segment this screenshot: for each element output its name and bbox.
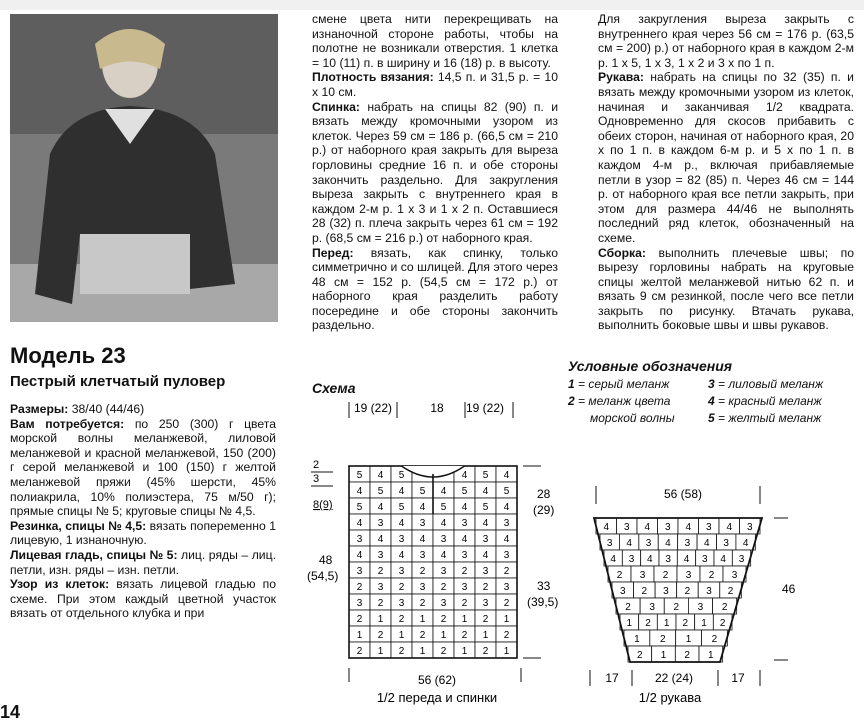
top-strip xyxy=(0,0,864,10)
right-dim1-1: 28 xyxy=(537,487,551,501)
grid-cell-label: 1 xyxy=(398,630,405,641)
sleeve-cell-label: 2 xyxy=(659,634,666,645)
grid-cell-label: 4 xyxy=(440,518,447,529)
grid-cell-label: 3 xyxy=(440,534,447,545)
model-title: Модель 23 xyxy=(10,343,126,368)
sleeve-cell-label: 4 xyxy=(647,554,653,565)
sleeve-cell-label: 1 xyxy=(660,650,667,661)
grid-cell-label: 2 xyxy=(440,646,447,657)
grid-cell-label: 2 xyxy=(398,646,405,657)
grid-cell-label: 4 xyxy=(356,550,363,561)
sleeve-cell-label: 3 xyxy=(706,586,712,597)
text-column-2 xyxy=(312,12,558,333)
grid-cell-label: 5 xyxy=(461,486,468,497)
top-dim-left: 19 (22) xyxy=(353,401,393,415)
sleeve-cell-label: 3 xyxy=(664,522,671,533)
grid-cell-label: 2 xyxy=(482,582,489,593)
paragraph: Рукава: набрать на спицы по 32 (35) п. и вязать между кромочными узором из клеток, начиная и заканчивая 1/2 квадрата. Одновременно для скосов прибавить с обеих сторон, начиная от наборного края, 20 х по 1 п. в каждом 6-м р. и 5 х по 1 п. в каждом 4-м р., включая прибавляемые петли в узор = 82 (85) п. Через 46 см = 144 р. от наборного края все петли закрыть, при этом для размера 44/46 не выполнять последний ряд клеток, обозначенный на схеме. xyxy=(598,70,854,245)
grid-cell-label: 3 xyxy=(482,598,489,609)
grid-cell-label: 3 xyxy=(503,582,510,593)
page-number: 14 xyxy=(0,702,21,722)
grid-cell-label: 4 xyxy=(356,486,363,497)
sleeve-bottom-dim-1: 17 xyxy=(605,671,619,685)
grid-cell-label: 4 xyxy=(482,518,489,529)
sleeve-cell-label: 3 xyxy=(731,570,738,581)
left-mark-3: 8(9) xyxy=(313,499,333,511)
grid-cell-label: 2 xyxy=(440,614,447,625)
right-dim2-1: 33 xyxy=(537,579,551,593)
paragraph: смене цвета нити перекрещивать на изнаночной стороне работы, чтобы на полотне не возникали отверстия. 1 клетка = 10 (11) п. в ширину и 16 (18) р. в высоту. xyxy=(312,12,558,70)
grid-cell-label: 5 xyxy=(482,470,489,481)
grid-cell-label: 2 xyxy=(482,646,489,657)
sleeve-cell-label: 3 xyxy=(685,570,692,581)
sleeve-cell-label: 3 xyxy=(663,586,669,597)
grid-cell-label: 5 xyxy=(503,486,510,497)
sleeve-cell-label: 1 xyxy=(708,650,714,661)
sleeve-cell-label: 3 xyxy=(606,538,613,549)
grid-cell-label: 4 xyxy=(419,534,426,545)
grid-cell-label: 3 xyxy=(482,534,489,545)
sleeve-cell-label: 2 xyxy=(711,634,718,645)
left-dim-2: (54,5) xyxy=(307,569,339,583)
grid-cell-label: 3 xyxy=(377,582,384,593)
grid-cell-label: 2 xyxy=(377,566,384,577)
sleeve-cell-label: 3 xyxy=(697,602,704,613)
sleeve-cell-label: 4 xyxy=(726,522,733,533)
text-column-3 xyxy=(598,12,854,333)
left-dim-1: 48 xyxy=(319,553,333,567)
paragraph: Спинка: набрать на спицы 82 (90) п. и вязать между кромочными узором из клеток. Через 59 см = 186 р. (66,5 см = 210 р.) от наборного края закрыть для выреза горловины средние 16 п. и обе стороны закончить раздельно. Для закругления выреза закрыть с внутреннего края в каждом 2-м р. 1 х 3 и 1 х 2 п. Оставшиеся 28 (32) п. плеча закрыть через 61 см = 192 р. (68,5 см = 216 р.) от наборного края. xyxy=(312,99,558,245)
sleeve-cell-label: 2 xyxy=(684,586,691,597)
top-dim-mid: 18 xyxy=(430,401,444,415)
paragraph: Плотность вязания: 14,5 п. и 31,5 р. = 10 х 10 см. xyxy=(312,70,558,99)
grid-cell-label: 4 xyxy=(461,502,468,513)
sleeve-cell-label: 3 xyxy=(738,554,745,565)
sleeve-top-dim: 56 (58) xyxy=(663,487,703,501)
grid-cell-label: 3 xyxy=(356,598,363,609)
paragraph: Лицевая гладь, спицы № 5: лиц. ряды – лиц. петли, изн. ряды – изн. петли. xyxy=(10,547,276,577)
grid-cell-label: 1 xyxy=(377,614,384,625)
grid-cell-label: 1 xyxy=(356,630,363,641)
grid-cell-label: 2 xyxy=(461,598,468,609)
grid-cell-label: 3 xyxy=(419,518,426,529)
grid-cell-label: 3 xyxy=(419,582,426,593)
grid-cell-label: 4 xyxy=(419,502,426,513)
grid-cell-label: 2 xyxy=(377,630,384,641)
sleeve-cell-label: 3 xyxy=(639,570,646,581)
legend-item-3: 3 = лиловый меланж xyxy=(708,377,824,391)
grid-cell-label: 3 xyxy=(356,534,363,545)
sleeve-cell-label: 2 xyxy=(708,570,715,581)
grid-cell-label: 5 xyxy=(398,470,405,481)
grid-cell-label: 3 xyxy=(503,518,510,529)
grid-cell-label: 4 xyxy=(503,502,510,513)
sleeve-cell-label: 4 xyxy=(603,522,610,533)
sleeve-cell-label: 1 xyxy=(701,618,707,629)
grid-cell-label: 1 xyxy=(482,630,489,641)
grid-cell-label: 3 xyxy=(398,598,405,609)
sleeve-cell-label: 2 xyxy=(684,650,690,661)
sleeve-cell-label: 1 xyxy=(626,618,633,629)
grid-cell-label: 4 xyxy=(377,470,384,481)
sleeve-cell-label: 1 xyxy=(634,634,640,645)
grid-cell-label: 2 xyxy=(482,614,489,625)
text-column-1 xyxy=(10,402,276,621)
grid-cell-label: 4 xyxy=(377,534,384,545)
paragraph: Перед: вязать, как спинку, только симметрично и со шлицей. Для этого через 48 см = 152 р. (54,5 см = 172 р.) от наборного края разделить работу посередине и обе стороны закончить раздельно. xyxy=(312,245,558,333)
sleeve-cell-label: 2 xyxy=(727,586,734,597)
grid-cell-label: 2 xyxy=(419,598,426,609)
sleeve-cell-label: 2 xyxy=(645,618,651,629)
grid-cell-label: 5 xyxy=(440,502,447,513)
grid-cell-label: 4 xyxy=(440,550,447,561)
left-mark-1: 2 xyxy=(313,459,320,471)
sleeve-cell-label: 2 xyxy=(616,570,623,581)
bottom-dim: 56 (62) xyxy=(417,673,457,687)
grid-cell-label: 4 xyxy=(503,470,510,481)
sleeve-caption: 1/2 рукава xyxy=(638,690,702,705)
schema-title: Схема xyxy=(312,380,356,396)
sleeve-cell-label: 4 xyxy=(720,554,726,565)
sleeve-cell-label: 2 xyxy=(641,586,648,597)
grid-cell-label: 4 xyxy=(356,518,363,529)
grid-cell-label: 3 xyxy=(398,534,405,545)
grid-cell-label: 2 xyxy=(461,566,468,577)
grid-cell-label: 4 xyxy=(377,502,384,513)
grid-cell-label: 2 xyxy=(503,566,510,577)
grid-cell-label: 4 xyxy=(440,486,447,497)
sleeve-cell-label: 3 xyxy=(723,538,729,549)
legend-title: Условные обозначения xyxy=(568,358,733,374)
grid-cell-label: 3 xyxy=(377,550,384,561)
grid-cell-label: 4 xyxy=(461,470,468,481)
front-back-grid xyxy=(349,466,517,658)
sleeve-cell-label: 3 xyxy=(628,554,635,565)
legend-item-2: 2 = меланж цвета xyxy=(568,394,671,408)
right-dim1-2: (29) xyxy=(533,503,555,517)
sleeve-cell-label: 3 xyxy=(645,538,652,549)
grid-cell-label: 3 xyxy=(503,550,510,561)
grid-cell-label: 3 xyxy=(440,566,447,577)
legend-item-1: 1 = серый меланж xyxy=(568,377,670,391)
grid-cell-label: 5 xyxy=(398,502,405,513)
grid-cell-label: 4 xyxy=(398,486,405,497)
sleeve-cell-label: 3 xyxy=(665,554,671,565)
sleeve-cell-label: 4 xyxy=(610,554,616,565)
grid-cell-label: 3 xyxy=(461,550,468,561)
grid-cell-label: 4 xyxy=(482,550,489,561)
paragraph: Узор из клеток: вязать лицевой гладью по схеме. При этом каждый цветной участок вязать от отдельного клубка и при xyxy=(10,577,276,621)
sleeve-cell-label: 1 xyxy=(685,634,692,645)
grid-cell-label: 3 xyxy=(440,598,447,609)
sleeve-cell-label: 4 xyxy=(704,538,710,549)
top-dim-right: 19 (22) xyxy=(465,401,505,415)
grid-cell-label: 4 xyxy=(398,550,405,561)
grid-cell-label: 1 xyxy=(377,646,384,657)
sleeve-cell-label: 4 xyxy=(665,538,671,549)
paragraph: Резинка, спицы № 4,5: вязать попеременно 1 лицевую, 1 изнаночную. xyxy=(10,518,276,548)
grid-cell-label: 3 xyxy=(482,566,489,577)
sleeve-cell-label: 4 xyxy=(644,522,651,533)
grid-cell-label: 2 xyxy=(356,646,363,657)
sleeve-cell-label: 4 xyxy=(626,538,632,549)
sleeve-chart xyxy=(578,480,858,710)
grid-cell-label: 1 xyxy=(440,630,447,641)
grid-cell-label: 2 xyxy=(503,630,510,641)
grid-cell-label: 2 xyxy=(419,630,426,641)
grid-cell-label: 3 xyxy=(398,566,405,577)
grid-cell-label: 4 xyxy=(503,534,510,545)
grid-cell-label: 2 xyxy=(419,566,426,577)
sleeve-cell-label: 2 xyxy=(625,602,631,613)
sleeve-cell-label: 4 xyxy=(685,522,692,533)
sleeve-cell-label: 4 xyxy=(683,554,690,565)
grid-cell-label: 5 xyxy=(419,486,426,497)
sleeve-cell-label: 3 xyxy=(746,522,753,533)
grid-cell-label: 3 xyxy=(461,518,468,529)
sleeve-cell-label: 3 xyxy=(649,602,655,613)
grid-cell-label: 5 xyxy=(377,486,384,497)
legend-item-4: 4 = красный меланж xyxy=(708,394,822,408)
sleeve-cell-label: 2 xyxy=(673,602,680,613)
grid-cell-label: 2 xyxy=(440,582,447,593)
grid-cell-label: 5 xyxy=(482,502,489,513)
grid-cell-label: 1 xyxy=(419,614,426,625)
schema-caption: 1/2 переда и спинки xyxy=(376,690,498,705)
grid-cell-label: 2 xyxy=(398,614,405,625)
grid-cell-label: 2 xyxy=(461,630,468,641)
sleeve-bottom-dim-3: 17 xyxy=(731,671,745,685)
sleeve-bottom-dim-2: 22 (24) xyxy=(654,671,694,685)
sleeve-right-dim: 46 xyxy=(782,582,796,596)
grid-cell-label: 3 xyxy=(419,550,426,561)
right-dim2-2: (39,5) xyxy=(527,595,559,609)
grid-cell-label: 1 xyxy=(461,646,468,657)
paragraph: Для закругления выреза закрыть с внутреннего края через 56 см = 176 р. (63,5 см = 200) р.) от наборного края в каждом 2-м р. 1 х 5, 1 х 3, 1 х 2 и 3 х по 1 п. xyxy=(598,12,854,70)
grid-cell-label: 1 xyxy=(419,646,426,657)
grid-cell-label: 3 xyxy=(461,582,468,593)
grid-cell-label: 2 xyxy=(503,598,510,609)
grid-cell-label: 1 xyxy=(503,646,510,657)
grid-cell-label: 2 xyxy=(356,614,363,625)
grid-cell-label: 5 xyxy=(356,470,363,481)
grid-cell-label: 4 xyxy=(461,534,468,545)
sleeve-cell-label: 3 xyxy=(623,522,630,533)
paragraph: Вам потребуется: по 250 (300) г цвета морской волны меланжевой, лиловой меланжевой и красной меланжевой, 150 (200) г серой меланжевой и 100 (150) г желтой меланжевой пряжи (45% шерсти, 45% полиакрила, 10% полиэстера, 75 м/50 г); прямые спицы № 5; круговые спицы № 4,5. xyxy=(10,416,276,519)
sleeve-cell-label: 2 xyxy=(719,618,726,629)
grid-cell-label: 1 xyxy=(503,614,510,625)
sleeve-cell-label: 2 xyxy=(637,650,643,661)
paragraph: Размеры: 38/40 (44/46) xyxy=(10,402,145,416)
grid-cell-label: 2 xyxy=(398,582,405,593)
grid-cell-label: 1 xyxy=(461,614,468,625)
sleeve-cell-label: 2 xyxy=(662,570,669,581)
sleeve-cell-label: 3 xyxy=(684,538,691,549)
grid-cell-label: 2 xyxy=(377,598,384,609)
sleeve-cell-label: 1 xyxy=(663,618,670,629)
grid-cell-label: 5 xyxy=(356,502,363,513)
sleeve-cell-label: 4 xyxy=(742,538,749,549)
model-subtitle: Пестрый клетчатый пуловер xyxy=(10,373,226,390)
front-back-chart xyxy=(305,400,575,710)
model-photo xyxy=(10,14,278,322)
sleeve-cell-label: 3 xyxy=(702,554,708,565)
grid-cell-label: 3 xyxy=(377,518,384,529)
paragraph: Сборка: выполнить плечевые швы; по вырезу горловины набрать на круговые спицы желтой меланжевой нитью 62 п. и вязать 9 см резинкой, после чего все петли закрыть по рисунку. Втачать рукава, выполнить боковые швы и швы рукавов. xyxy=(598,245,854,333)
photo-illustration xyxy=(10,14,278,322)
sleeve-cell-label: 3 xyxy=(619,586,626,597)
sleeve-grid xyxy=(594,518,762,662)
grid-cell-label: 4 xyxy=(482,486,489,497)
sleeve-cell-label: 2 xyxy=(682,618,689,629)
grid-cell-label: 2 xyxy=(356,582,363,593)
sleeve-cell-label: 2 xyxy=(721,602,728,613)
grid-cell-label: 3 xyxy=(356,566,363,577)
sleeve-cell-label: 3 xyxy=(705,522,712,533)
grid-cell-label: 4 xyxy=(398,518,405,529)
left-mark-2: 3 xyxy=(313,473,320,485)
legend-item-5: 5 = желтый меланж xyxy=(708,411,822,425)
legend-item-2-cont: морской волны xyxy=(590,411,675,425)
